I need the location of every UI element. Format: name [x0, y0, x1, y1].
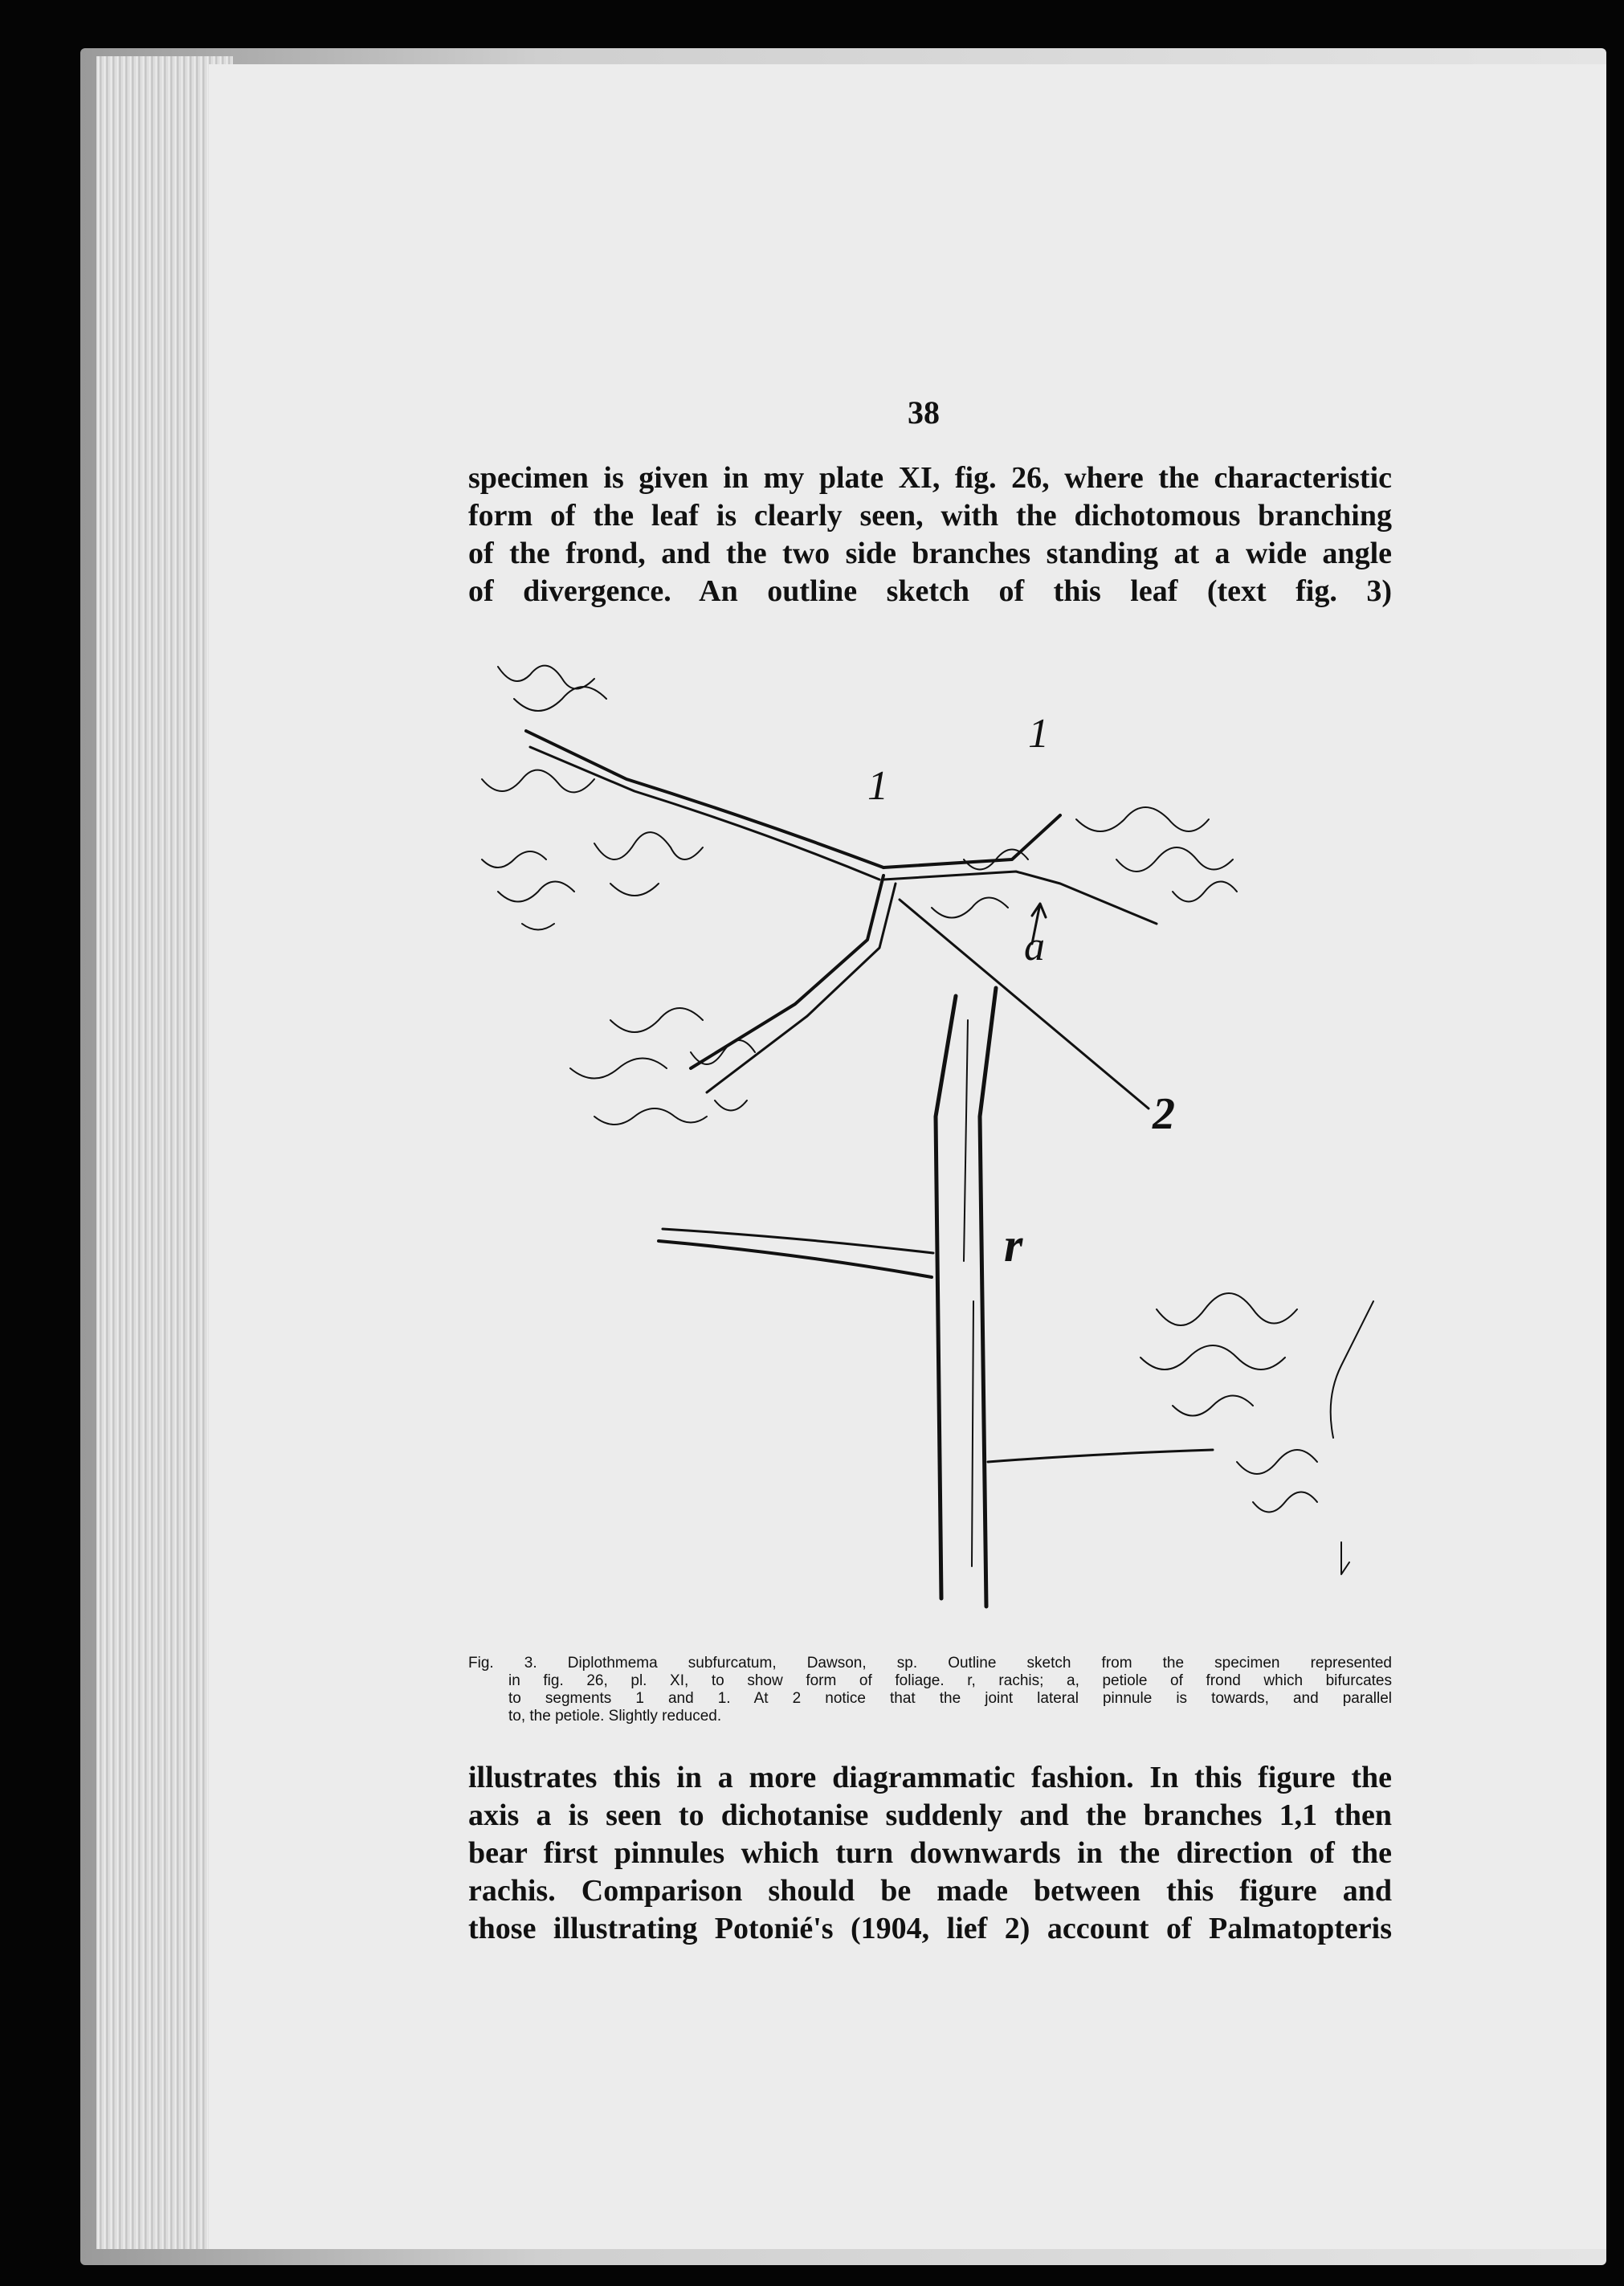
text-line: illustrates this in a more diagrammatic fashion. In this figure the — [468, 1761, 1392, 1794]
paragraph-top — [468, 459, 1392, 610]
paragraph-bottom — [468, 1759, 1392, 1948]
text-line: of divergence. An outline sketch of this leaf (text fig. 3) — [468, 574, 1392, 608]
figure-caption — [468, 1655, 1392, 1725]
rachis-line — [980, 988, 996, 1606]
foliage-upper-left — [482, 666, 606, 793]
figure-leaf-sketch — [450, 618, 1430, 1655]
caption-line: to, the petiole. Slightly reduced. — [508, 1708, 722, 1725]
label-segment-left: 1 — [867, 763, 888, 809]
text-line: of the frond, and the two side branches standing at a wide angle — [468, 537, 1392, 570]
branch-line — [659, 1241, 932, 1277]
caption-line: in fig. 26, pl. XI, to show form of foliage. r, rachis; a, petiole of frond which bifurcates — [508, 1672, 1392, 1689]
label-rachis: r — [1004, 1219, 1023, 1272]
text-line: those illustrating Potonié's (1904, lief 2) account of Palmatopteris — [468, 1912, 1392, 1945]
label-pinnule: 2 — [1153, 1089, 1175, 1139]
page-number: 38 — [908, 394, 940, 431]
foliage-lower-right — [1140, 1293, 1297, 1416]
leaf-sketch-drawing — [450, 618, 1430, 1655]
text-line: rachis. Comparison should be made between this figure and — [468, 1874, 1392, 1908]
text-line: axis a is seen to dichotanise suddenly and the branches 1,1 then — [468, 1798, 1392, 1832]
segment-line — [526, 731, 883, 867]
rachis-line — [936, 996, 956, 1598]
text-line: specimen is given in my plate XI, fig. 26, where the characteristic — [468, 461, 1392, 495]
label-segment-right: 1 — [1028, 711, 1049, 757]
caption-line: to segments 1 and 1. At 2 notice that the joint lateral pinnule is towards, and parallel — [508, 1690, 1392, 1707]
foliage-upper-right — [1076, 807, 1237, 902]
segment-line — [883, 815, 1060, 867]
caption-line: Fig. 3. Diplothmema subfurcatum, Dawson, sp. Outline sketch from the specimen represented — [468, 1655, 1392, 1672]
label-petiole: a — [1024, 924, 1045, 970]
foliage-lower-left — [570, 1008, 707, 1125]
branch-line — [988, 1450, 1213, 1462]
text-line: form of the leaf is clearly seen, with the dichotomous branching — [468, 499, 1392, 533]
text-line: bear first pinnules which turn downwards in the direction of the — [468, 1836, 1392, 1870]
